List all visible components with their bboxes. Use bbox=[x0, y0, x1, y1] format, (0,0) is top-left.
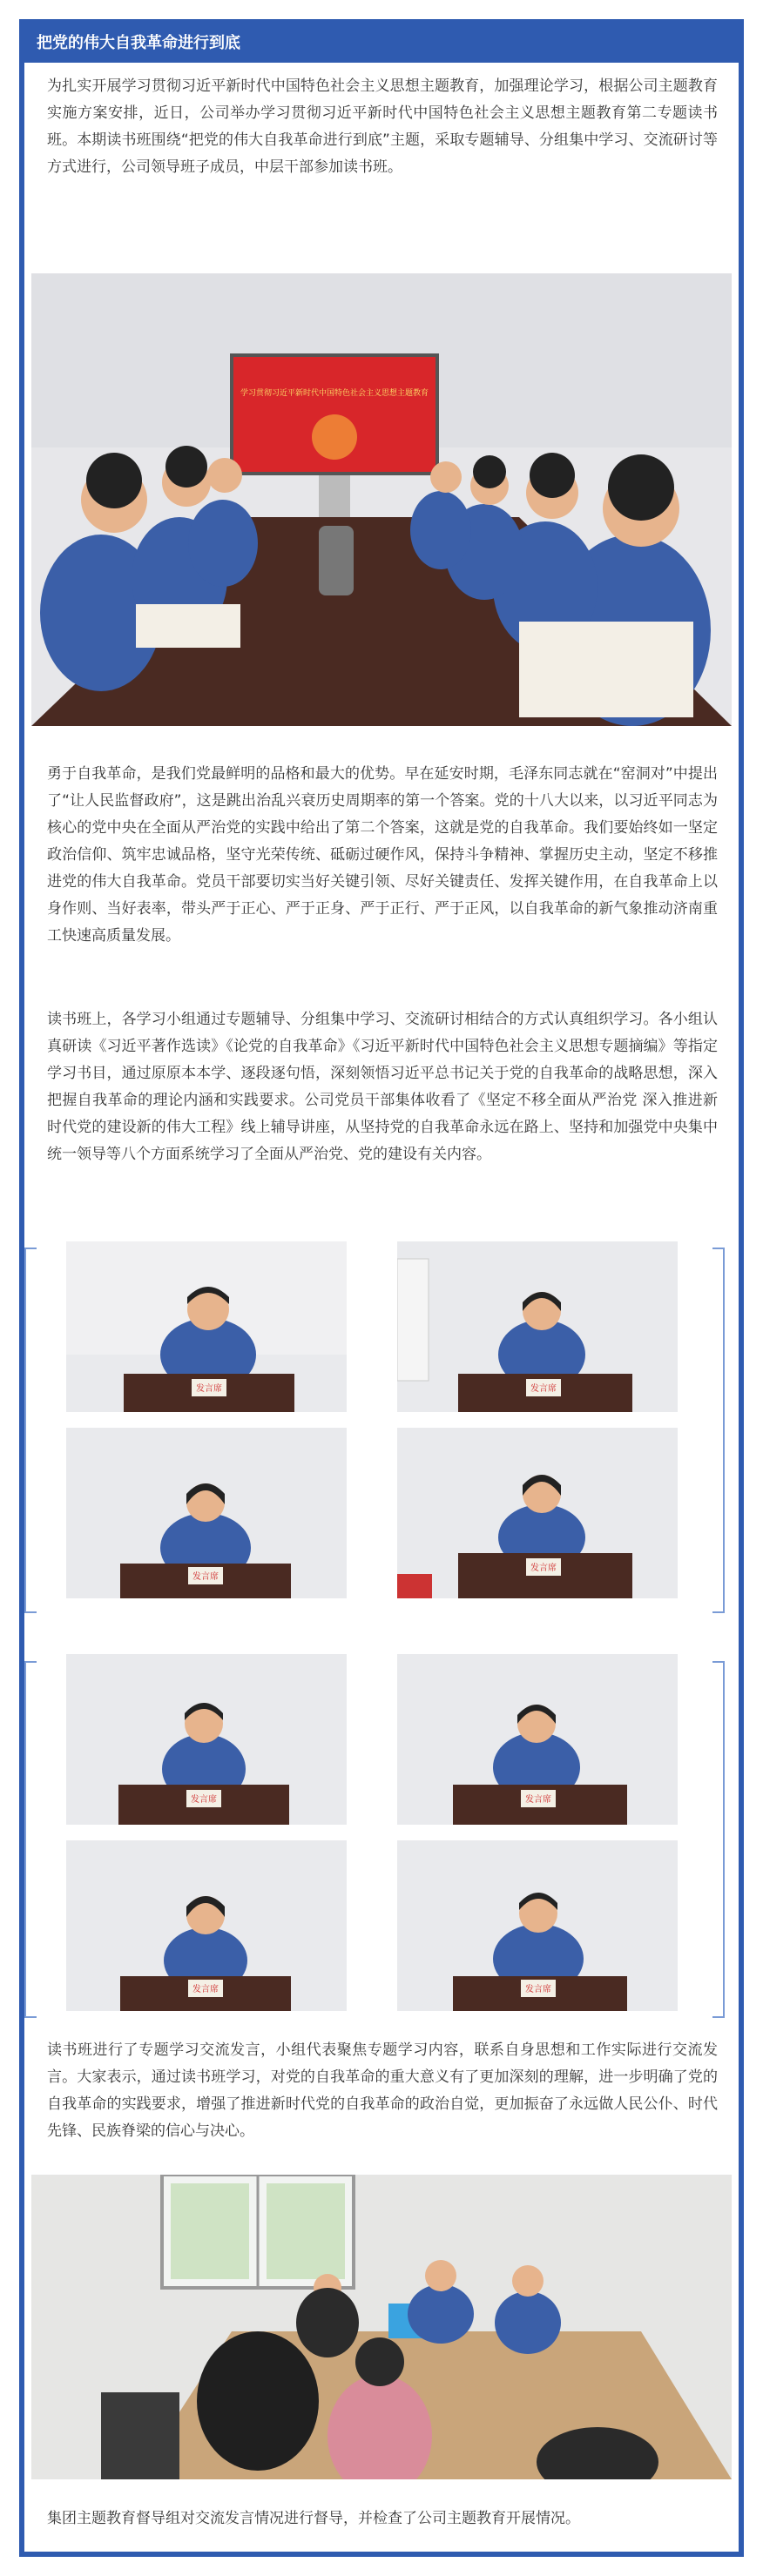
svg-text:发言席: 发言席 bbox=[192, 1985, 219, 1994]
svg-text:发言席: 发言席 bbox=[191, 1795, 217, 1805]
svg-text:发言席: 发言席 bbox=[525, 1795, 551, 1805]
grid-bracket-right bbox=[712, 1661, 725, 2018]
meeting-photo bbox=[31, 273, 732, 726]
paragraph-supervision: 集团主题教育督导组对交流发言情况进行督导，并检查了公司主题教育开展情况。 bbox=[47, 2510, 580, 2527]
supervision-photo-image bbox=[31, 2175, 732, 2479]
speaker-photo bbox=[397, 1654, 678, 1825]
paragraph-exchange: 读书班进行了专题学习交流发言，小组代表聚焦专题学习内容，联系自身思想和工作实际进行交流发言。大家表示，通过读书班学习，对党的自我革命的重大意义有了更加深刻的理解，进一步明确了党的自我革命的实践要求，增强了推进新时代党的自我革命的政治自觉，更加振奋了永远做人民公仆、时代先锋、民族脊梁的信心与决心。 bbox=[47, 2041, 718, 2140]
speaker-photo bbox=[66, 1428, 347, 1598]
grid-bracket-right bbox=[712, 1248, 725, 1613]
speaker-photo bbox=[397, 1241, 678, 1412]
speaker-photo bbox=[66, 1654, 347, 1825]
meeting-photo-image bbox=[31, 273, 732, 726]
grid-bracket-left bbox=[24, 1661, 37, 2018]
paragraph-self-revolution: 勇于自我革命，是我们党最鲜明的品格和最大的优势。早在延安时期，毛泽东同志就在“窑洞对”中提出了“让人民监督政府”，这是跳出治乱兴衰历史周期率的第一个答案。党的十八大以来，以习近平同志为核心的党中央在全面从严治党的实践中给出了第二个答案，这就是党的自我革命。我们要始终如一坚定政治信仰、筑牢忠诚品格，坚守光荣传统、砥砺过硬作风，保持斗争精神、掌握历史主动，坚定不移推进党的伟大自我革命。党员干部要切实当好关键引领、尽好关键责任、发挥关键作用，在自我革命上以身作则、当好表率，带头严于正心、严于正身、严于正行、严于正风，以自我革命的新气象推动济南重工快速高质量发展。 bbox=[47, 765, 718, 945]
speaker-photo bbox=[397, 1840, 678, 2011]
speaker-photo bbox=[397, 1428, 678, 1598]
svg-text:发言席: 发言席 bbox=[530, 1384, 557, 1394]
supervision-photo bbox=[31, 2175, 732, 2479]
article-title: 把党的伟大自我革命进行到底 bbox=[24, 24, 739, 63]
meeting-screen-text: 学习贯彻习近平新时代中国特色社会主义思想主题教育 bbox=[240, 389, 429, 398]
svg-text:发言席: 发言席 bbox=[525, 1985, 551, 1994]
grid-bracket-left bbox=[24, 1248, 37, 1613]
svg-text:发言席: 发言席 bbox=[192, 1572, 219, 1582]
svg-text:发言席: 发言席 bbox=[196, 1384, 222, 1394]
article-frame bbox=[19, 19, 744, 2557]
speaker-photo bbox=[66, 1241, 347, 1412]
paragraph-intro: 为扎实开展学习贯彻习近平新时代中国特色社会主义思想主题教育，加强理论学习，根据公司主题教育实施方案安排，近日，公司举办学习贯彻习近平新时代中国特色社会主义思想主题教育第二专题读书班。本期读书班围绕“把党的伟大自我革命进行到底”主题，采取专题辅导、分组集中学习、交流研讨等方式进行，公司领导班子成员，中层干部参加读书班。 bbox=[47, 77, 718, 176]
speaker-photo bbox=[66, 1840, 347, 2011]
paragraph-study-session: 读书班上，各学习小组通过专题辅导、分组集中学习、交流研讨相结合的方式认真组织学习。各小组认真研读《习近平著作选读》《论党的自我革命》《习近平新时代中国特色社会主义思想专题摘编》等指定学习书目，通过原原本本学、逐段逐句悟，深刻领悟习近平总书记关于党的自我革命的战略思想，深入把握自我革命的理论内涵和实践要求。公司党员干部集体收看了《坚定不移全面从严治党 深入推进新时代党的建设新的伟大工程》线上辅导讲座，从坚持党的自我革命永远在路上、坚持和加强党中央集中统一领导等八个方面系统学习了全面从严治党、党的建设有关内容。 bbox=[47, 1011, 718, 1163]
svg-text:发言席: 发言席 bbox=[530, 1564, 557, 1573]
